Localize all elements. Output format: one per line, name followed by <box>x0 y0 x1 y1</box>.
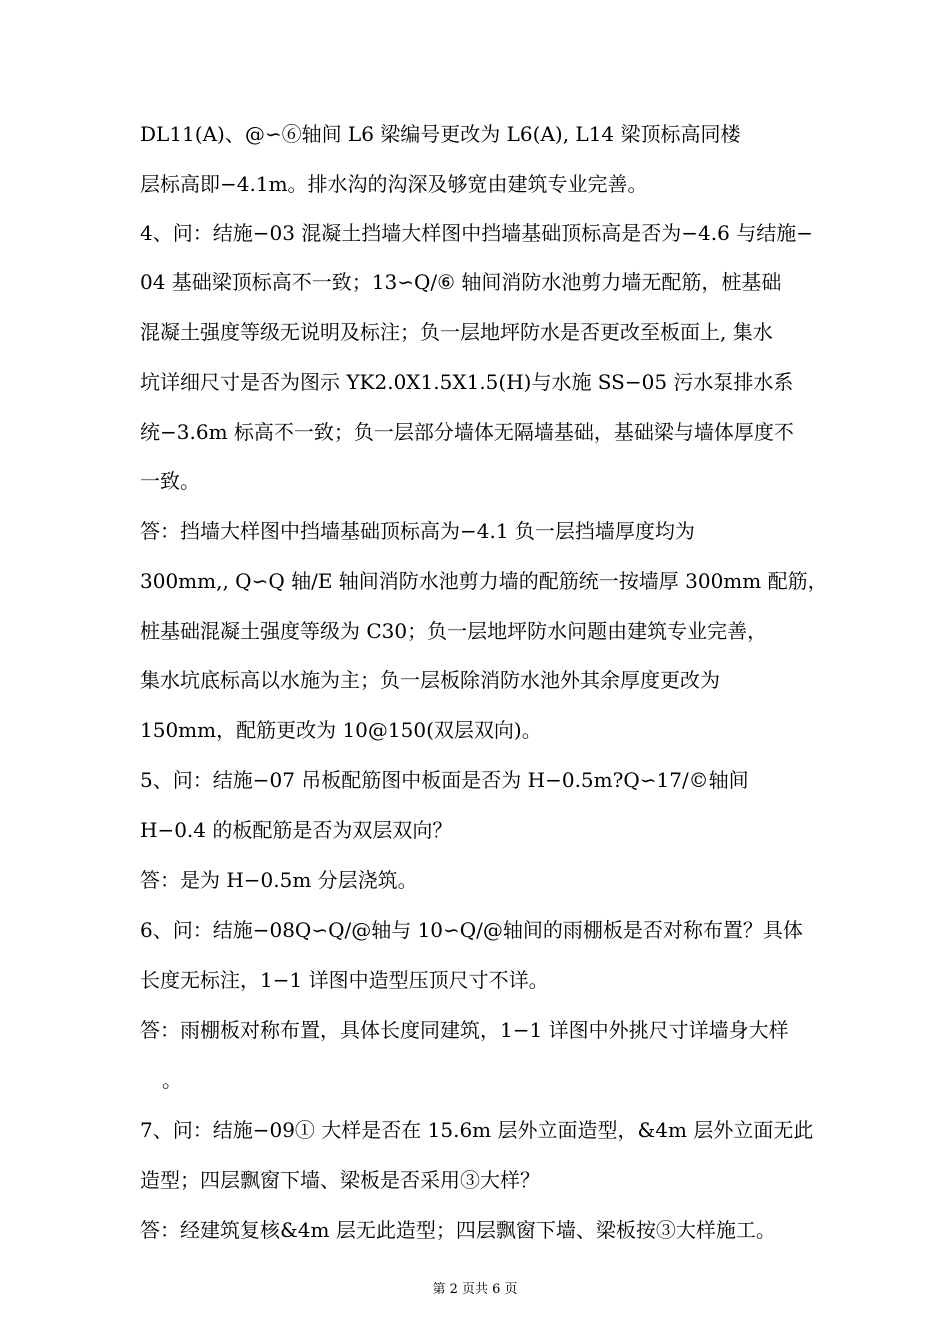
text-line: 层标高即−4.1m。排水沟的沟深及够宽由建筑专业完善。 <box>140 172 648 196</box>
question-7-line: 7、问：结施−09① 大样是否在 15.6m 层外立面造型，&4m 层外立面无此 <box>140 1118 814 1142</box>
text-line: 桩基础混凝土强度等级为 C30；负一层地坪防水问题由建筑专业完善， <box>140 619 768 643</box>
question-4-line: 4、问：结施−03 混凝土挡墙大样图中挡墙基础顶标高是否为−4.6 与结施− <box>140 221 813 245</box>
answer-7-line: 答：经建筑复核&4m 层无此造型；四层飘窗下墙、梁板按③大样施工。 <box>140 1218 776 1242</box>
answer-4-line: 答：挡墙大样图中挡墙基础顶标高为−4.1 负一层挡墙厚度均为 <box>140 519 695 543</box>
text-line: 造型；四层飘窗下墙、梁板是否采用③大样？ <box>140 1168 540 1192</box>
question-6-line: 6、问：结施−08Q∽Q/@轴与 10∽Q/@轴间的雨棚板是否对称布置？具体 <box>140 918 803 942</box>
text-line: 300mm,, Q∽Q 轴/E 轴间消防水池剪力墙的配筋统一按墙厚 300mm 配筋， <box>140 569 828 593</box>
text-line: 一致。 <box>140 469 200 493</box>
text-line: 长度无标注，1−1 详图中造型压顶尺寸不详。 <box>140 968 549 992</box>
text-line: 。 <box>162 1068 182 1092</box>
answer-5-line: 答：是为 H−0.5m 分层浇筑。 <box>140 868 418 892</box>
text-line: 坑详细尺寸是否为图示 YK2.0X1.5X1.5(H)与水施 SS−05 污水泵排水系 <box>140 370 794 394</box>
page-footer: 第 2 页共 6 页 <box>432 1282 518 1297</box>
text-line: DL11(A)、@∽⑥轴间 L6 梁编号更改为 L6(A), L14 梁顶标高同楼 <box>140 122 741 146</box>
text-line: 150mm，配筋更改为 10@150(双层双向)。 <box>140 718 542 742</box>
text-line: 集水坑底标高以水施为主；负一层板除消防水池外其余厚度更改为 <box>140 668 720 692</box>
answer-6-line: 答：雨棚板对称布置，具体长度同建筑，1−1 详图中外挑尺寸详墙身大样 <box>140 1018 789 1042</box>
text-line: 04 基础梁顶标高不一致；13∽Q/⑥ 轴间消防水池剪力墙无配筋，桩基础 <box>140 270 782 294</box>
question-5-line: 5、问：结施−07 吊板配筋图中板面是否为 H−0.5m?Q∽17/©轴间 <box>140 768 749 792</box>
text-line: H−0.4 的板配筋是否为双层双向？ <box>140 818 453 842</box>
text-line: 混凝土强度等级无说明及标注；负一层地坪防水是否更改至板面上, 集水 <box>140 320 773 344</box>
text-line: 统−3.6m 标高不一致；负一层部分墙体无隔墙基础，基础梁与墙体厚度不 <box>140 420 794 444</box>
